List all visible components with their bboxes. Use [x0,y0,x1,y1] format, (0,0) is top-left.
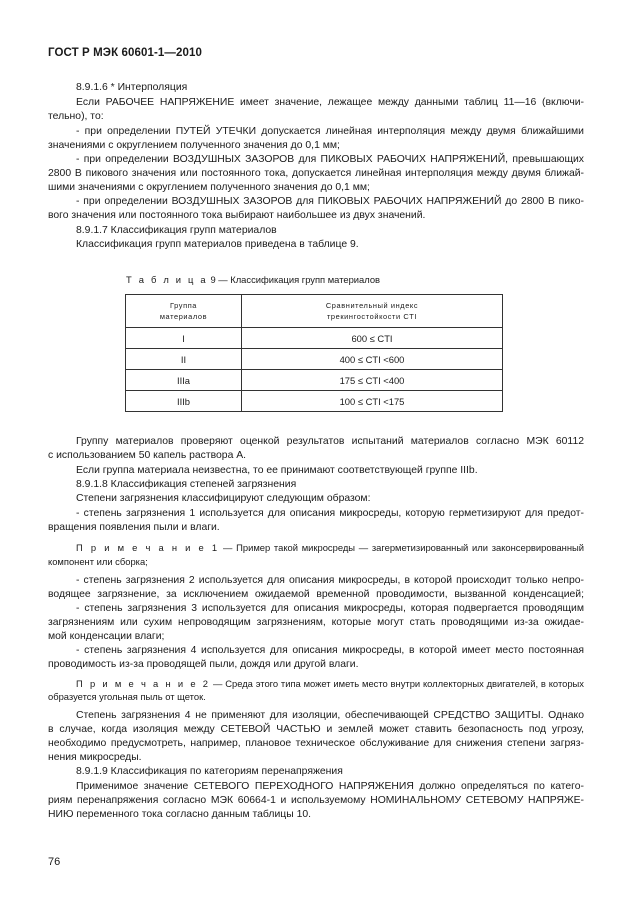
paragraph-line: - степень загрязнения 2 используется для описания микросреды, в которой происходит только непро- [76,575,584,586]
table-row [126,391,503,412]
header-text: трекингостойкости CTI [326,312,418,321]
table-header-group [126,295,242,328]
table-cell-group: IIIb [126,391,242,412]
paragraph-line: вращения появления пыли и влаги. [48,522,220,533]
note-1-label: П р и м е ч а н и е 1 [76,542,220,553]
document-header: ГОСТ Р МЭК 60601-1—2010 [48,47,202,59]
paragraph-line: шими значениями с округлением полученного значения до 0,1 мм; [48,182,370,193]
paragraph-line: Степень загрязнения 4 не применяют для изоляции, обеспечивающей СРЕДСТВО ЗАЩИТЫ. Однако [76,710,584,721]
note-1-text: — Пример такой микросреды — загерметизированный или законсервированный [223,542,584,553]
paragraph-line: - степень загрязнения 3 используется для описания микросреды, которая подвергается проводящим [76,603,584,614]
section-heading: 8.9.1.9 Классификация по категориям перенапряжения [76,766,343,777]
section-heading: 8.9.1.6 * Интерполяция [76,82,188,93]
paragraph-line: - при определении ПУТЕЙ УТЕЧКИ допускается линейная интерполяция между двумя ближайшими [76,126,584,137]
section-heading: 8.9.1.7 Классификация групп материалов [76,225,277,236]
material-groups-table [125,294,503,412]
paragraph-line: - при определении ВОЗДУШНЫХ ЗАЗОРОВ для ПИКОВЫХ РАБОЧИХ НАПРЯЖЕНИЙ, превышающих [76,154,584,165]
paragraph-line: мой конденсации влаги; [48,631,165,642]
paragraph-line: необходимо предусмотреть, например, плановое техническое обслуживание для снижения степени загряз- [48,738,584,749]
paragraph-line: Если РАБОЧЕЕ НАПРЯЖЕНИЕ имеет значение, лежащее между данными таблиц 11—16 (включи- [76,97,584,108]
paragraph-line: 2800 В пикового значения или постоянного тока, допускается линейная интерполяция между двумя ближай- [48,168,584,179]
paragraph-line: риям перенапряжения согласно МЭК 60664-1 и используемому НОМИНАЛЬНОМУ СЕТЕВОМУ НАПРЯЖЕ- [48,795,584,806]
header-text: Группа [169,301,198,310]
table-cell-cti: 600 ≤ CTI [242,328,503,349]
table-cell-cti: 100 ≤ CTI <175 [242,391,503,412]
paragraph-line: нения микросреды. [48,752,142,763]
note-line: образуется угольная пыль от щеток. [48,691,206,702]
table-caption-label: Т а б л и ц а [126,274,208,285]
section-heading: 8.9.1.8 Классификация степеней загрязнения [76,479,297,490]
table-caption-text: 9 — Классификация групп материалов [210,274,381,285]
note-line: компонент или сборка; [48,556,148,567]
paragraph-line: тельно), то: [48,111,104,122]
table-row [126,370,503,391]
table-cell-group: IIIa [126,370,242,391]
paragraph-line: - при определении ВОЗДУШНЫХ ЗАЗОРОВ для ПИКОВЫХ РАБОЧИХ НАПРЯЖЕНИЙ до 2800 В пико- [76,196,584,207]
paragraph-line: Группу материалов проверяют оценкой результатов испытаний материалов согласно МЭК 60112 [76,436,584,447]
table-header-cti [242,295,503,328]
paragraph-line: загрязнениям или сухим непроводящим загрязнениям, которые могут стать проводящими из-за ожидае- [48,617,584,628]
header-text: материалов [159,312,208,321]
paragraph-line: - степень загрязнения 1 используется для описания микросреды, которую герметизируют для предот- [76,508,584,519]
table-row [126,328,503,349]
table-caption [126,274,380,285]
table-cell-group: II [126,349,242,370]
paragraph-line: с использованием 50 капель раствора А. [48,450,247,461]
paragraph-line: проводимость из-за проводящей пыли, дождя или другой влаги. [48,659,359,670]
paragraph-line: Классификация групп материалов приведена в таблице 9. [76,239,359,250]
paragraph-line: водящее загрязнение, за исключением ожидаемой временной проводимости, вызванной конденсацией; [48,589,584,600]
paragraph-line: в случае, когда изоляция между СЕТЕВОЙ ЧАСТЬЮ и землей может ставить безопасность под угрозу, [48,724,584,735]
table-header-row [126,295,503,328]
table-cell-group: I [126,328,242,349]
table-cell-cti: 400 ≤ CTI <600 [242,349,503,370]
paragraph-line: вого значения или постоянного тока выбирают наибольшее из двух значений. [48,210,426,221]
note-2-text: — Среда этого типа может иметь место внутри коллекторных двигателей, в которых [213,678,584,689]
table-cell-cti: 175 ≤ CTI <400 [242,370,503,391]
paragraph-line: Применимое значение СЕТЕВОГО ПЕРЕХОДНОГО НАПРЯЖЕНИЯ должно определяться по катего- [76,781,584,792]
paragraph-line: Если группа материала неизвестна, то ее принимают соответствующей группе IIIb. [76,465,478,476]
paragraph-line: НИЮ переменного тока согласно данным таблицы 10. [48,809,312,820]
header-text: Сравнительный индекс [325,301,419,310]
paragraph-line: значениями с округлением полученного значения до 0,1 мм; [48,140,340,151]
note-1-line [76,541,584,555]
paragraph-line: - степень загрязнения 4 используется для описания микросреды, в которой имеет место постоянная [76,645,584,656]
note-2-label: П р и м е ч а н и е 2 [76,678,211,689]
table-row [126,349,503,370]
paragraph-line: Степени загрязнения классифицируют следующим образом: [76,493,371,504]
note-2-line [76,677,584,691]
page-number: 76 [48,856,61,868]
